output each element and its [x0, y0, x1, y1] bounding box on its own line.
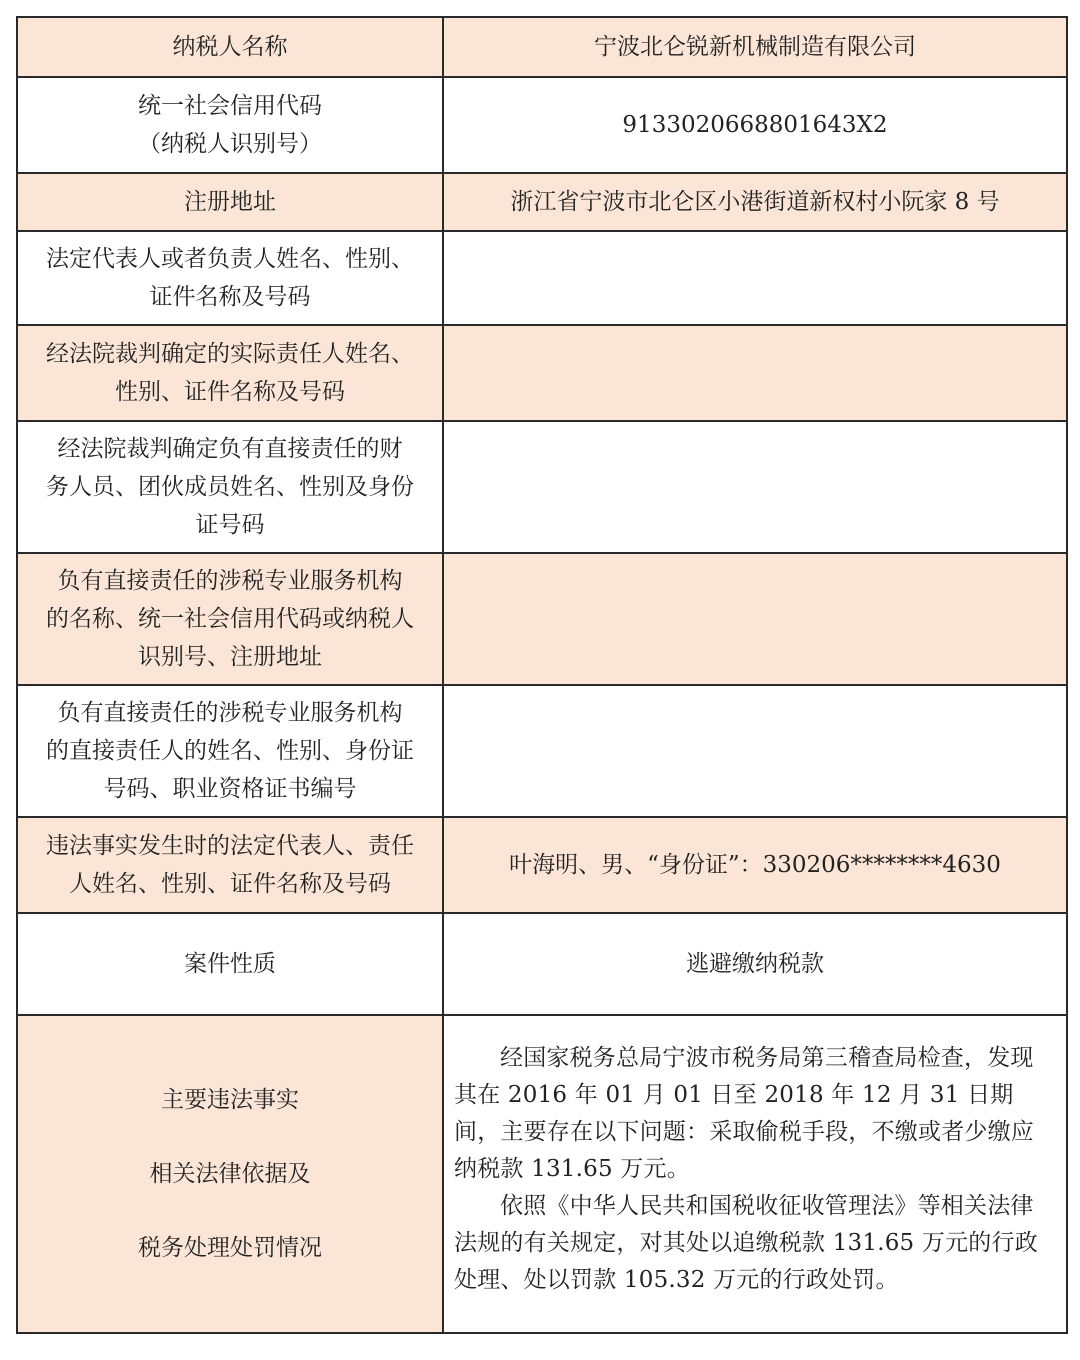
label-line: 主要违法事实: [161, 1087, 299, 1113]
label-line: 负有直接责任的涉税专业服务机构: [57, 700, 403, 726]
label-line: 人姓名、性别、证件名称及号码: [69, 871, 391, 897]
row-case-nature: [17, 913, 1067, 1015]
label-line: 相关法律依据及: [149, 1161, 311, 1187]
label-line: 纳税人名称: [172, 34, 288, 60]
label-finance-staff: [17, 421, 443, 553]
label-line: （纳税人识别号）: [138, 131, 322, 157]
row-representative-at-violation: [17, 817, 1067, 913]
label-case-nature: [17, 913, 443, 1015]
value-finance-staff: [443, 421, 1067, 553]
label-representative-at-violation: [17, 817, 443, 913]
tax-info-table: [16, 16, 1068, 1334]
row-main-facts: [17, 1015, 1067, 1333]
label-credit-code: [17, 77, 443, 173]
facts-paragraph: 依照《中华人民共和国税收征收管理法》等相关法律法规的有关规定，对其处以追缴税款 131.65 万元的行政处理、处以罚款 105.32 万元的行政处罚。: [454, 1192, 1038, 1293]
row-taxpayer-name: [17, 17, 1067, 77]
value-case-nature: 逃避缴纳税款: [443, 913, 1067, 1015]
row-agency-responsible: [17, 685, 1067, 817]
value-service-agency: [443, 553, 1067, 685]
value-agency-responsible: [443, 685, 1067, 817]
label-taxpayer-name: [17, 17, 443, 77]
label-actual-responsible: [17, 325, 443, 421]
label-legal-representative: [17, 231, 443, 325]
value-credit-code: 9133020668801643X2: [443, 77, 1067, 173]
label-line: 识别号、注册地址: [138, 644, 322, 670]
label-line: 法定代表人或者负责人姓名、性别、: [46, 246, 414, 272]
row-legal-representative: [17, 231, 1067, 325]
label-registered-address: [17, 173, 443, 231]
label-line: 案件性质: [184, 951, 276, 977]
value-registered-address: 浙江省宁波市北仑区小港街道新权村小阮家 8 号: [443, 173, 1067, 231]
value-legal-representative: [443, 231, 1067, 325]
row-actual-responsible: [17, 325, 1067, 421]
label-line: 的名称、统一社会信用代码或纳税人: [46, 606, 414, 632]
row-credit-code: [17, 77, 1067, 173]
value-actual-responsible: [443, 325, 1067, 421]
label-agency-responsible: [17, 685, 443, 817]
label-service-agency: [17, 553, 443, 685]
row-service-agency: [17, 553, 1067, 685]
label-line: 违法事实发生时的法定代表人、责任: [46, 833, 414, 859]
label-line: 负有直接责任的涉税专业服务机构: [57, 568, 403, 594]
label-main-facts: [17, 1015, 443, 1333]
label-line: 性别、证件名称及号码: [115, 379, 345, 405]
value-taxpayer-name: 宁波北仑锐新机械制造有限公司: [443, 17, 1067, 77]
label-line: 号码、职业资格证书编号: [103, 776, 357, 802]
row-registered-address: [17, 173, 1067, 231]
row-finance-staff: [17, 421, 1067, 553]
label-line: 注册地址: [184, 189, 276, 215]
value-representative-at-violation: 叶海明、男、“身份证”：330206********4630: [443, 817, 1067, 913]
facts-paragraph: 经国家税务总局宁波市税务局第三稽查局检查，发现其在 2016 年 01 月 01 日至 2018 年 12 月 31 日期间，主要存在以下问题：采取偷税手段，不缴或者少缴应纳税款 131.65 万元。: [454, 1044, 1034, 1182]
label-line: 经法院裁判确定的实际责任人姓名、: [46, 341, 414, 367]
label-line: 的直接责任人的姓名、性别、身份证: [46, 738, 414, 764]
label-line: 税务处理处罚情况: [138, 1235, 322, 1261]
label-line: 经法院裁判确定负有直接责任的财: [57, 436, 403, 462]
label-line: 证件名称及号码: [149, 284, 311, 310]
value-main-facts: [443, 1015, 1067, 1333]
label-line: 证号码: [195, 512, 265, 538]
label-line: 统一社会信用代码: [138, 93, 322, 119]
label-line: 务人员、团伙成员姓名、性别及身份: [46, 474, 414, 500]
